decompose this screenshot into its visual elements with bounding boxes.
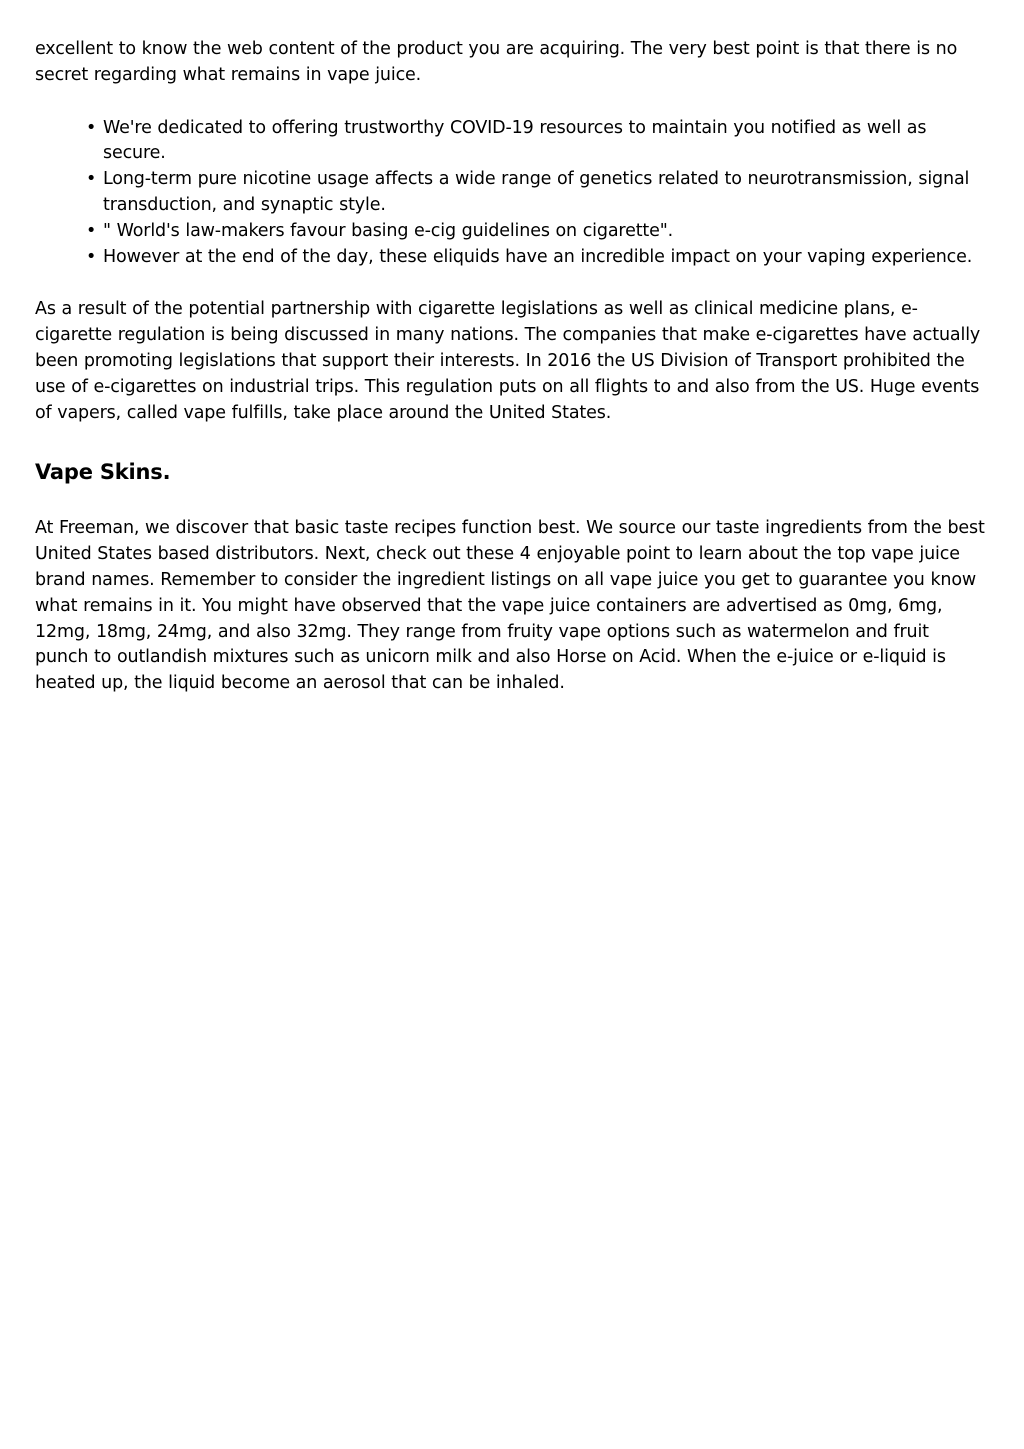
bullet-icon: •	[86, 220, 97, 241]
regulation-paragraph: As a result of the potential partnership with cigarette legislations as well as clinical medicine plans, e-cigarette regulation is being discussed in many nations. The companies that make e-cigarettes have actually been promoting legislations that support their interests. In 2016 the US Division of Transport prohibited the use of e-cigarettes on industrial trips. This regulation puts on all flights to and also from the US. Huge events of vapers, called vape fulfills, take place around the United States.	[35, 299, 981, 423]
list-item-text: We're dedicated to offering trustworthy COVID-19 resources to maintain you notified as well as secure.	[103, 117, 927, 164]
document-page	[35, 37, 985, 697]
bullet-icon: •	[86, 169, 97, 190]
section-heading: Vape Skins.	[35, 460, 171, 485]
list-item	[86, 245, 985, 271]
bullet-list	[35, 116, 985, 271]
bullet-icon: •	[86, 117, 97, 138]
intro-paragraph: excellent to know the web content of the product you are acquiring. The very best point is that there is no secret regarding what remains in vape juice.	[35, 39, 958, 85]
list-item	[86, 116, 985, 168]
list-item-text: However at the end of the day, these eliquids have an incredible impact on your vaping experience.	[103, 246, 973, 267]
list-item	[86, 167, 985, 219]
list-item-text: Long-term pure nicotine usage affects a wide range of genetics related to neurotransmission, signal transduction, and synaptic style.	[103, 169, 970, 215]
list-item-text: " World's law-makers favour basing e-cig guidelines on cigarette".	[103, 220, 674, 241]
bullet-icon: •	[86, 246, 97, 267]
list-item	[86, 219, 985, 245]
freeman-paragraph: At Freeman, we discover that basic taste recipes function best. We source our taste ingredients from the best United States based distributors. Next, check out these 4 enjoyable point to learn about the top vape juice brand names. Remember to consider the ingredient listings on all vape juice you get to guarantee you know what remains in it. You might have observed that the vape juice containers are advertised as 0mg, 6mg, 12mg, 18mg, 24mg, and also 32mg. They range from fruity vape options such as watermelon and fruit punch to outlandish mixtures such as unicorn milk and also Horse on Acid. When the e-juice or e-liquid is heated up, the liquid become an aerosol that can be inhaled.	[35, 518, 985, 694]
